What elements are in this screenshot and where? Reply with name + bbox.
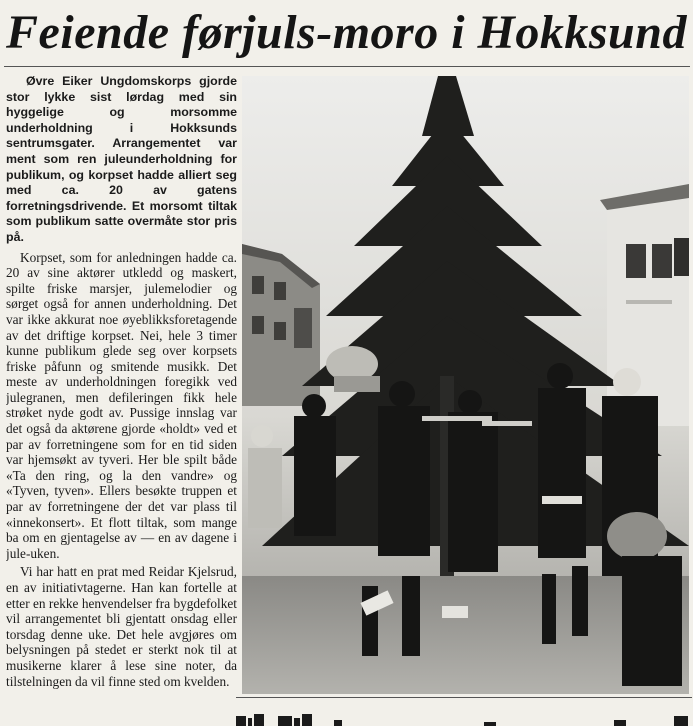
article-paragraph: Vi har hatt en prat med Reidar Kjelsrud, en av initiativtagerne. Han kan fortelle at etter en rekke henvendelser fra bygdefolket vil arrangementet bli gjentatt onsdag eller torsdag denne uke. Det hele avgjøres om belysningen på stedet er sterkt nok til at musikerne klarer å lese sine noter, da tilstelningen da vil finne sted om kvelden. bbox=[6, 564, 237, 689]
next-article-headline-cropped bbox=[234, 706, 693, 726]
article-lead: Øvre Eiker Ungdomskorps gjorde stor lykke sist lørdag med sin hyggelige og morsomme underholdning i Hokksunds sentrumsgater. Arrangementet var ment som ren juleunderholdning for publikum, og korpset hadde alliert seg med ca. 20 av gatens forretningsdrivende. Et morsomt tiltak som publikum satte overmåte stor pris på. bbox=[6, 74, 237, 244]
photo-bottom-rule bbox=[236, 697, 692, 698]
headline-rule bbox=[4, 66, 690, 67]
article-column bbox=[6, 74, 237, 726]
news-photo bbox=[242, 76, 689, 694]
building-right bbox=[600, 184, 689, 426]
article-paragraph: Korpset, som for anledningen hadde ca. 20 av sine aktører utkledd og maskert, spilte friske marsjer, julemelodier og sørget også for annen underholdning. Det var ikke akkurat noe øyeblikksforetagende av det driftige korpset. Nei, hele 3 timer kunne publikum glede seg over korpsets friske påfunn og smitende musikk. Det meste av underholdningen foregikk ved julegranen, men defileringen fikk hele strøket nyde godt av. Pussige innslag var det også da aktørene gjorde «holdt» ved et par av forretningene som for en tid siden var hjemsøkt av tyveri. Her ble spilt både «Ta den ring, og la den vandre» og «Tyven, tyven». Ellers besøkte truppen et par av forretningene der det var plass til «innekonsert». Et flott tiltak, som mange ba om en gjentagelse av — en av dagene i jule-uken. bbox=[6, 249, 237, 561]
cropped-headline-glyphs bbox=[234, 714, 693, 726]
headline: Feiende førjuls-moro i Hokksund bbox=[6, 6, 687, 59]
photo-illustration bbox=[242, 76, 689, 694]
